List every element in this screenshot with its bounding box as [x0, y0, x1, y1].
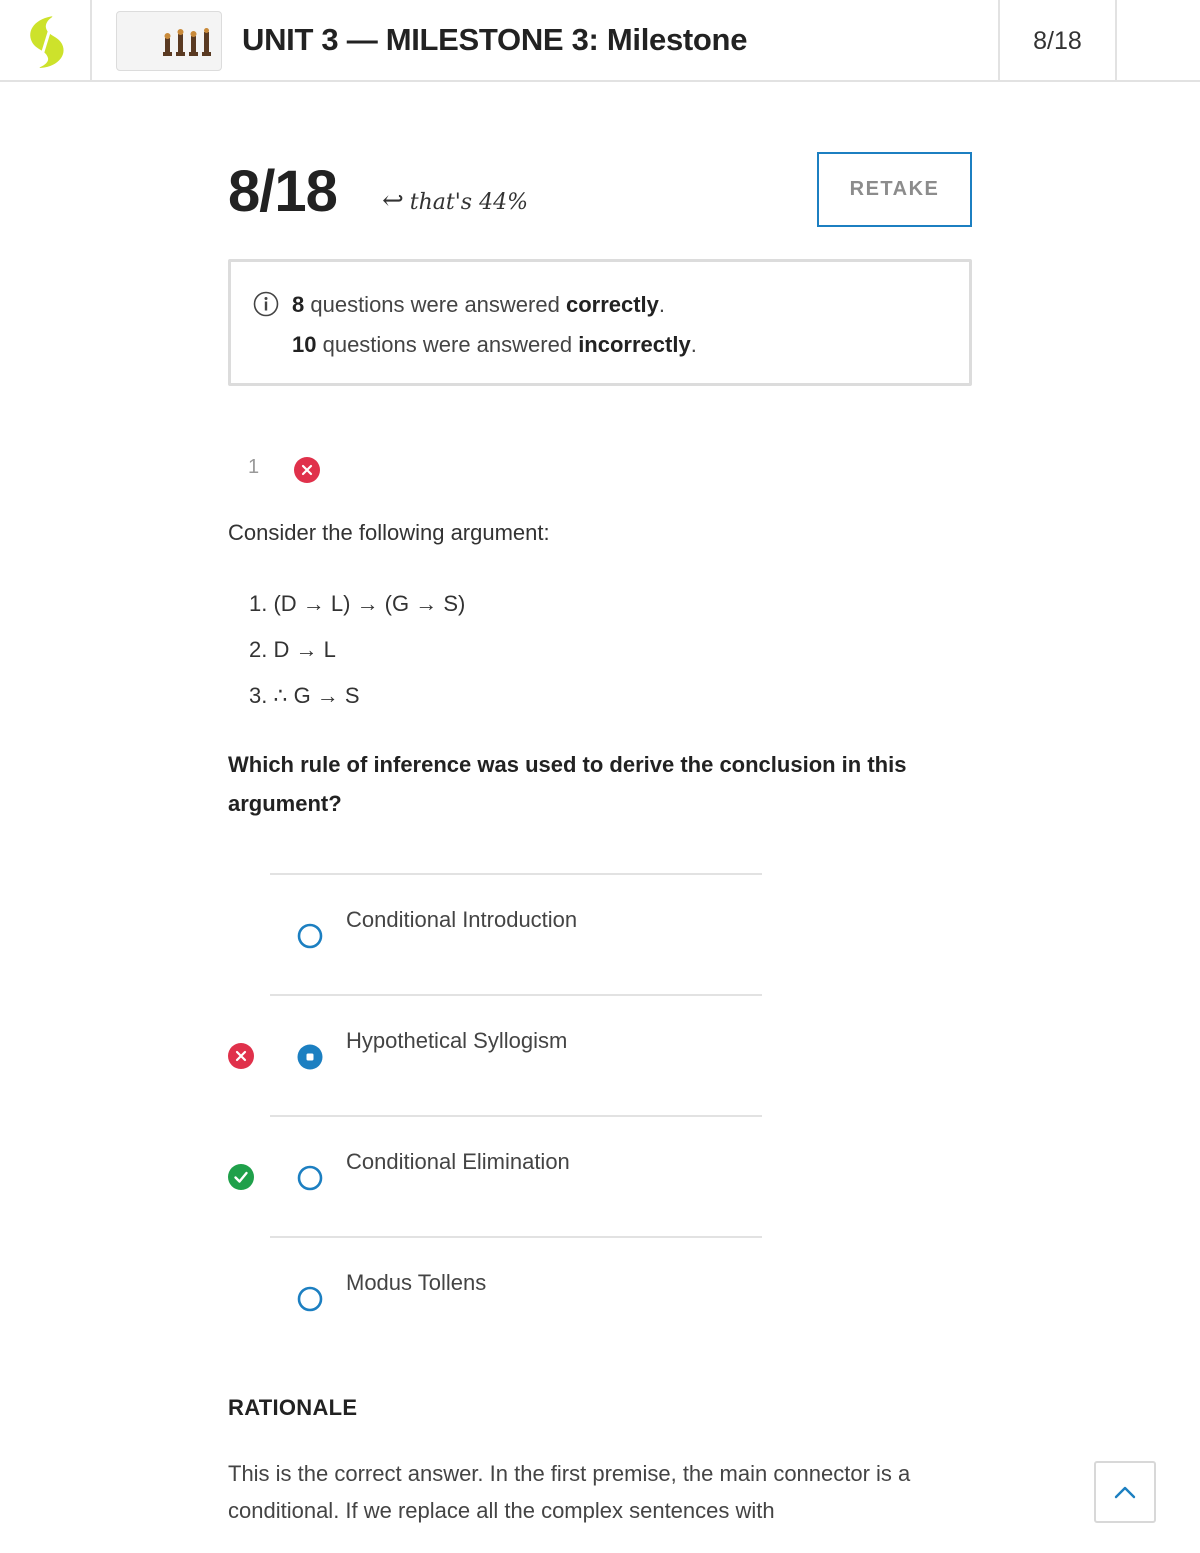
top-bar: [0, 0, 1200, 82]
rationale-heading: RATIONALE: [228, 1395, 358, 1420]
question-text: Which rule of inference was used to derive the conclusion in this argument?: [228, 752, 907, 816]
option-label: Hypothetical Syllogism: [346, 1028, 568, 1053]
header-score: 8/18: [998, 0, 1117, 82]
incorrect-text: questions were answered: [316, 332, 579, 357]
correct-text: questions were answered: [304, 292, 566, 317]
premise-1: 1. (D → L) → (G → S): [249, 591, 466, 616]
option-hypothetical-syllogism[interactable]: [270, 994, 762, 1115]
rationale-text: This is the correct answer. In the first premise, the main connector is a conditional. If we replace all the complex sentences with: [228, 1461, 911, 1523]
scroll-to-top-button[interactable]: [1094, 1461, 1156, 1523]
percent-text: that's 44%: [409, 190, 528, 215]
chess-pieces-icon: [161, 28, 217, 58]
premise-2: 2. D → L: [249, 637, 336, 662]
option-modus-tollens[interactable]: [270, 1236, 762, 1357]
incorrect-count: 10: [292, 332, 317, 357]
curved-arrow-icon: ↩: [382, 186, 404, 216]
option-conditional-elimination[interactable]: [270, 1115, 762, 1236]
answer-options: [228, 873, 762, 1357]
correct-check-icon: [228, 1164, 254, 1190]
percent-note: [382, 186, 528, 216]
course-thumbnail: [116, 11, 222, 71]
period: .: [690, 332, 697, 357]
correct-count: 8: [292, 292, 305, 317]
option-label: Conditional Introduction: [346, 907, 578, 932]
page-title: UNIT 3 — MILESTONE 3: Milestone: [242, 22, 748, 57]
results-summary-box: [228, 259, 972, 386]
radio-unselected-icon[interactable]: [297, 1286, 323, 1312]
question-prompt: Consider the following argument:: [228, 520, 550, 545]
info-icon: [253, 291, 279, 317]
correct-word: correctly: [565, 292, 659, 317]
correct-summary: [292, 292, 665, 318]
radio-unselected-icon[interactable]: [297, 1165, 323, 1191]
radio-unselected-icon[interactable]: [297, 923, 323, 949]
incorrect-x-icon: [294, 457, 320, 483]
option-label: Modus Tollens: [346, 1270, 487, 1295]
incorrect-word: incorrectly: [578, 332, 691, 357]
chevron-up-icon: [1114, 1485, 1136, 1499]
incorrect-x-icon: [228, 1043, 254, 1069]
sophia-logo-icon[interactable]: [24, 14, 68, 70]
option-conditional-introduction[interactable]: [270, 873, 762, 994]
period: .: [658, 292, 666, 317]
score-display: 8/18: [228, 159, 337, 224]
logo-cell[interactable]: [0, 0, 92, 82]
retake-button[interactable]: RETAKE: [817, 152, 972, 227]
question-number: 1: [248, 456, 260, 478]
option-label: Conditional Elimination: [346, 1149, 570, 1174]
radio-selected-icon[interactable]: [297, 1044, 323, 1070]
premise-3: 3. ∴ G → S: [249, 683, 360, 708]
incorrect-summary: [292, 332, 697, 358]
